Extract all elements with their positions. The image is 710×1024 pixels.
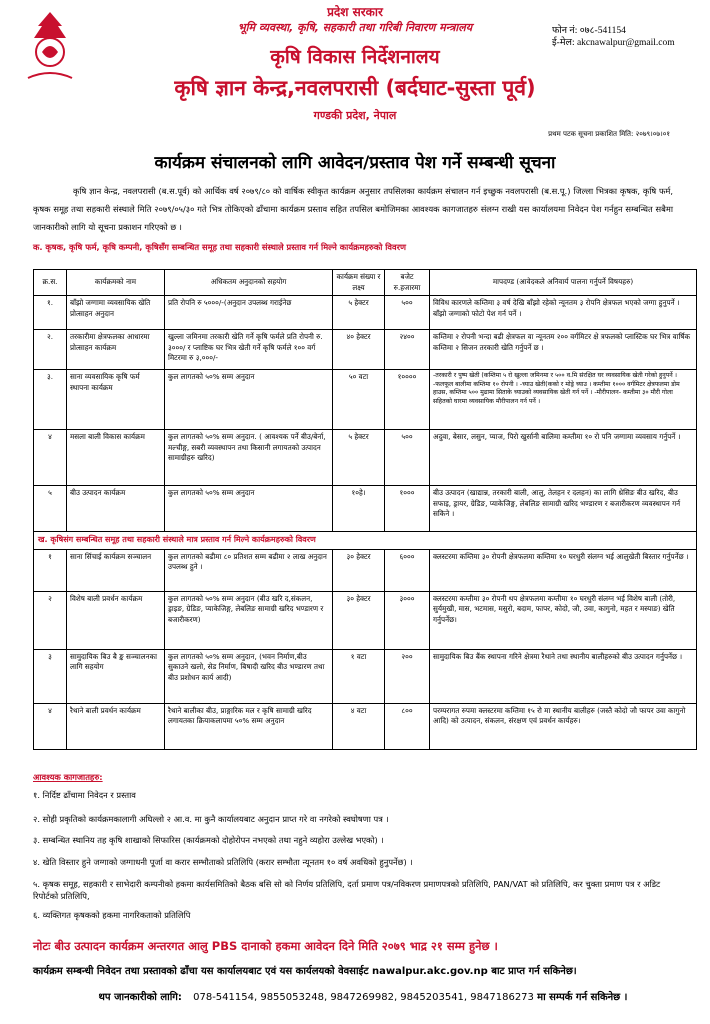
cell-grant: कुल लागतको ५०% सम्म अनुदान, (भवन निर्माण,बीउ सुकाउने खलो, सेड निर्माण, बिषादी खरिद बीउ भण्डारण तथा बीउ प्रशोधन कार्य आदी): [165, 649, 333, 703]
cell-name: साना सिंचाई कार्यक्रम सञ्चालन: [67, 549, 165, 591]
cell-grant: कुल लागतको ५०% सम्म अनुदान. ( आवश्यक पर्ने बीउ/बेर्ना, मल्चीङ्ग, सबरी व्यवस्थापन तथा किसानी लगायतको उत्पादन सामाग्रीहरु खरिद): [165, 430, 333, 486]
table-row: [34, 649, 697, 703]
col-header-target: कार्यक्रम संख्या र लक्ष्य: [333, 270, 385, 296]
cell-criteria: विविध कारणले कम्तिमा ३ वर्ष देखि बाँझो रहेको न्यूनतम ३ रोपनि क्षेत्रफल भएको जग्गा हुनुपर्ने । बाँझो जग्गाको फोटो पेश गर्न पर्ने ।: [430, 296, 697, 330]
document-item: ३. सम्बन्धित स्थानिय तह कृषि शाखाको सिफारिस (कार्यक्रमको दोहोरोपन नभएको तथा नहुने व्यहोरा उल्लेख भएको) ।: [33, 835, 384, 845]
table-row: [34, 370, 697, 430]
table-row: [34, 430, 697, 486]
email-text: ई-मेल: akcnawalpur@gmail.com: [552, 38, 675, 48]
cell-grant: कुल लागतको ५०% सम्म अनुदान (बीउ खरि द,संकलन, ड्राइङ, ग्रेडिङ, प्याकेजिङ्ग, लेबलिङ सामाग्री खरिद भण्डारण र बजारीकरण): [165, 591, 333, 649]
document-item: १. निर्दिष्ट ढाँचामा निवेदन र प्रस्ताव: [33, 790, 136, 800]
cell-sn: ५: [34, 486, 67, 532]
cell-criteria: अदुवा, बेसार, लसुन, प्याज, पिरो खुर्सानी बालिमा कम्तीमा १० रो पनि जग्गामा व्यवसाय गर्नुपर्ने ।: [430, 430, 697, 486]
note-text: नोटः बीउ उत्पादन कार्यक्रम अन्तरगत आलु PBS दानाको हकमा आवेदन दिने मिति २०७९ भाद्र २१ सम्म हुनेछ ।: [33, 939, 498, 953]
col-header-name: कार्यक्रमको नाम: [67, 270, 165, 296]
document-item: ५. कृषक समूह, सहकारी र साभेदारी कम्पनीको हकमा कार्यसमितिको बैठक बसि सो को निर्णय प्रतिलिपि, दर्ता प्रमाण पत्र/नविकरण प्रमाणपत्रको प्रतिलिपि, PAN/VAT को प्रतिलिपि, कर चुक्ता प्रमाण पत्र र अडिट रिपोर्टको प्रतिलिपि,: [33, 879, 661, 901]
contact-info: [552, 25, 675, 49]
required-documents: [33, 772, 673, 920]
cell-sn: १: [34, 549, 67, 591]
table-row: [34, 549, 697, 591]
documents-heading: आवश्यक कागजातहरु:: [33, 772, 103, 782]
cell-criteria: क्लस्टरमा कम्तिमा ३० रोपनी क्षेत्रफलमा कम्तिमा १० घरधुरी संलग्न भई आलुखेती बिस्तार गर्नुपर्नेछ ।: [430, 549, 697, 591]
contact-label: थप जानकारीको लागि:: [98, 992, 182, 1003]
cell-budget: २४००: [385, 330, 430, 370]
cell-budget: १०००: [385, 486, 430, 532]
cell-name: मसला बाली विकास कार्यक्रम: [67, 430, 165, 486]
contact-line: [33, 989, 693, 1003]
cell-sn: १.: [34, 296, 67, 330]
cell-grant: खुल्ला जमिनमा तरकारी खेति गर्ने कृषि फर्मले प्रति रोपनी रु. ३०००/ र प्लाष्टिक घर भित्र खेती गर्ने कृषि फर्मले १०० वर्ग मिटरमा रु ३,०००/-: [165, 330, 333, 370]
cell-criteria: कम्तिमा २ रोपनी भन्दा बढी क्षेत्रफल वा न्यूनतम २०० वर्गमिटर क्षे त्रफलको प्लास्टिक घर भित्र वार्षिक कम्तिमा २ सिजन तरकारी खेति गर्नुपर्ने छ ।: [430, 330, 697, 370]
document-item: ६. व्यक्तिगत कृषकको हकमा नागरिकताको प्रतिलिपि: [33, 910, 191, 920]
cell-name: सामुदायिक बिउ बै ङ्क सञ्चालनका लागि सहयोग: [67, 649, 165, 703]
cell-sn: ३.: [34, 370, 67, 430]
col-header-criteria: मापदण्ड (आवेदकले अनिवार्य पालना गर्नुपर्ने विषयहरु): [430, 270, 697, 296]
cell-criteria: सामुदायिक बिउ बैंक स्थापना गरिने क्षेत्रमा रैथाने तथा स्थानीय बालीहरुको बीउ उत्पादन गर्नुपर्नेछ ।: [430, 649, 697, 703]
cell-budget: ८००: [385, 703, 430, 749]
cell-sn: ३: [34, 649, 67, 703]
col-header-budget: बजेट रु.हजारमा: [385, 270, 430, 296]
cell-criteria: क्लस्टरमा कम्तीमा ३० रोपनी थप क्षेत्रफलमा कम्तीमा १० घरधुरी संलग्न भई विशेष बाली (तोरी, सुर्यमुखी, मास, भटमास, मसुरो, बदाम, फापर, कोदो, जौ, उवा, कागुनो, महत र मस्याङ) खेति गर्नुपर्नेछ।: [430, 591, 697, 649]
cell-name: तरकारीमा क्षेत्रफलका आधारमा प्रोत्साहन कार्यक्रम: [67, 330, 165, 370]
cell-name: बीउ उत्पादन कार्यक्रम: [67, 486, 165, 532]
cell-budget: १००००: [385, 370, 430, 430]
table-row: [34, 591, 697, 649]
header-province: गण्डकी प्रदेश, नेपाल: [313, 109, 397, 122]
contact-numbers: 078-541154, 9855053248, 9847269982, 9845203541, 9847186273: [193, 992, 534, 1003]
cell-name: विशेष बाली प्रवर्धन कार्यक्रम: [67, 591, 165, 649]
cell-name: साना व्यवसायिक कृषि फर्म स्थापना कार्यक्रम: [67, 370, 165, 430]
section-b-row: [34, 532, 697, 550]
cell-budget: ३०००: [385, 591, 430, 649]
cell-budget: ५००: [385, 296, 430, 330]
intro-paragraph: कृषि ज्ञान केन्द्र, नवलपरासी (ब.स.पूर्व) को आर्थिक वर्ष २०७९/८० को वार्षिक स्वीकृत कार्यक्रम अनुसार तपसिलका कार्यक्रम संचालन गर्न इच्छुक नवलपरासी (ब.स.पू.) जिल्ला भित्रका कृषक, कृषि फर्म, कृषक समूह तथा सहकारी संस्थाले मिति २०७९/०५/३० गते भित्र तोकिएको ढाँचामा कार्यक्रम प्रस्ताव सहित तपसिल बमोजिमका आवश्यक कागजातहरु संलग्न राखी यस कार्यालयमा निवेदन पेश गर्नहुन सम्बन्धित सबैमा जानकारीको लागि यो सूचना प्रकाशन गरिएको छ ।: [33, 186, 673, 232]
cell-budget: ६०००: [385, 549, 430, 591]
col-header-grant: अधिकतम अनुदानको सहयोग: [165, 270, 333, 296]
phone-text: फोन नं: ०७८-541154: [552, 26, 626, 36]
header-ministry: भूमि व्यवस्था, कृषि, सहकारी तथा गरिबी निवारण मन्त्रालय: [237, 21, 473, 34]
table-header-row: [34, 270, 697, 296]
cell-sn: ४: [34, 703, 67, 749]
cell-target: ३० हेक्टर: [333, 549, 385, 591]
cell-grant: कुल लागतको बढीमा ८० प्रतिशत सम्म बढीमा २ लाख अनुदान उपलब्ध हुने ।: [165, 549, 333, 591]
cell-target: ३० हेक्टर: [333, 591, 385, 649]
cell-name: रैथाने बाली प्रवर्धन कार्यक्रम: [67, 703, 165, 749]
notice-title: कार्यक्रम संचालनको लागि आवेदन/प्रस्ताव पेश गर्ने सम्बन्धी सूचना: [154, 153, 556, 173]
cell-target: १ वटा: [333, 649, 385, 703]
cell-sn: ४: [34, 430, 67, 486]
header-line-1: प्रदेश सरकार: [327, 5, 383, 19]
cell-budget: ५००: [385, 430, 430, 486]
table-row: [34, 296, 697, 330]
cell-sn: २.: [34, 330, 67, 370]
cell-budget: २००: [385, 649, 430, 703]
form-availability-text: कार्यक्रम सम्बन्धी निवेदन तथा प्रस्तावको ढाँचा यस कार्यालयबाट एवं यस कार्यलयको वेवसाईट nawalpur.akc.gov.np बाट प्राप्त गर्न सकिनेछ।: [33, 966, 577, 977]
cell-target: १०हे।: [333, 486, 385, 532]
cell-grant: प्रति रोपनि रु ५०००/-(अनुदान उपलब्ध गराईनेछ: [165, 296, 333, 330]
cell-sn: २: [34, 591, 67, 649]
cell-target: ५ हेक्टर: [333, 296, 385, 330]
programs-table: [33, 269, 697, 750]
header-office: कृषि ज्ञान केन्द्र,नवलपरासी (बर्दघाट-सुस्ता पूर्व): [174, 76, 536, 100]
contact-tail: मा सम्पर्क गर्न सकिनेछ ।: [537, 992, 628, 1003]
cell-target: ५० वटा: [333, 370, 385, 430]
cell-criteria: परम्परागत रुपमा क्लस्टरमा कम्तिमा १५ रो मा स्थानीय बालीहरु (जस्तै कोदो जौ फापर उवा कागुनो आदि) को उत्पादन, संकलन, संरक्षण एवं प्रवर्धन कार्यहरु।: [430, 703, 697, 749]
cell-target: ५ हेक्टर: [333, 430, 385, 486]
letterhead: [0, 0, 710, 138]
table-row: [34, 703, 697, 749]
cell-target: ४० हेक्टर: [333, 330, 385, 370]
cell-name: बाँझो जग्गामा व्यवसायिक खेति प्रोत्साहन अनुदान: [67, 296, 165, 330]
col-header-sn: क्र.स.: [34, 270, 67, 296]
cell-grant: कुल लागतको ५०% सम्म अनुदान: [165, 486, 333, 532]
table-row: [34, 330, 697, 370]
section-b-heading: ख. कृषिसंग सम्बन्धित समूह तथा सहकारी संस्थाले मात्र प्रस्ताव गर्न मिल्ने कार्यक्रमहरुको विवरण: [34, 532, 697, 550]
cell-grant: कुल लागतको ५०% सम्म अनुदान: [165, 370, 333, 430]
header-directorate: कृषि विकास निर्देशनालय: [270, 46, 440, 68]
cell-criteria: बीउ उत्पादन (खाद्यान्न, तरकारी बाली, आलु, तेलहन र दलहन) का लागि थ्रेसिङ बीउ खरिद, बीउ सफाइ, ड्रायर, ग्रेडिङ, प्याकेजिङ्ग, लेबलिङ सामाग्री खरिद भण्डारण र बजारीकरण व्यवस्थापन गर्न सकिने ।: [430, 486, 697, 532]
publish-date: प्रथम पटक सूचना प्रकाशित मिति: २०७९।०७।०१: [548, 130, 670, 138]
document-item: २. सोही प्रकृतिको कार्यक्रमकालागी अघिल्लो २ आ.व. मा कुनै कार्यालयबाट अनुदान प्राप्त गरे वा नगरेको स्वघोषणा पत्र ।: [33, 814, 389, 824]
cell-criteria: -तरकारी र पुष्प खेती (कम्तिमा ५ रो खुल्ला जमिनमा र ५०० व.मि संरक्षित घर व्यवसायिक खेती गरेको हुनुपर्ने । -फलफूल बालीमा कम्तिमा १० रोपनी । -च्याउ खेती(कको र मोड्रे च्याउ । कम्तीमा १००० वर्गमिटर क्षेत्रफलमा डोम हाउस, कम्तिमा ५०० मुढामा सिताके च्याउको व्यवसायिक खेती गर्न पर्ने । -मौरीपालन- कम्तीमा ३० मौरी गोला सहितको घारमा व्यवसायिक मौरीपालन गर्न पर्ने ।: [430, 370, 697, 430]
document-item: ४. खेति विस्तार हुने जग्गाको जग्गाधनी पूर्जा वा करार सम्भौताको प्रतिलिपि (करार सम्भौता न्यूनतम १० वर्ष अवधिको हुनुपर्नेछ) ।: [33, 857, 413, 867]
cell-grant: रैथाने बालीका बीउ, प्राङ्गारिक मल र कृषि सामाग्री खरिद लगायतका क्रियाकलापमा ५०% सम्म अनुदान: [165, 703, 333, 749]
cell-target: ४ वटा: [333, 703, 385, 749]
table-row: [34, 486, 697, 532]
section-a-heading: क. कृषक, कृषि फर्म, कृषि कम्पनी, कृषिसँग सम्बन्धित समूह तथा सहकारी संस्थाले प्रस्ताव गर्न मिल्ने कार्यक्रमहरुको विवरण: [33, 242, 407, 252]
